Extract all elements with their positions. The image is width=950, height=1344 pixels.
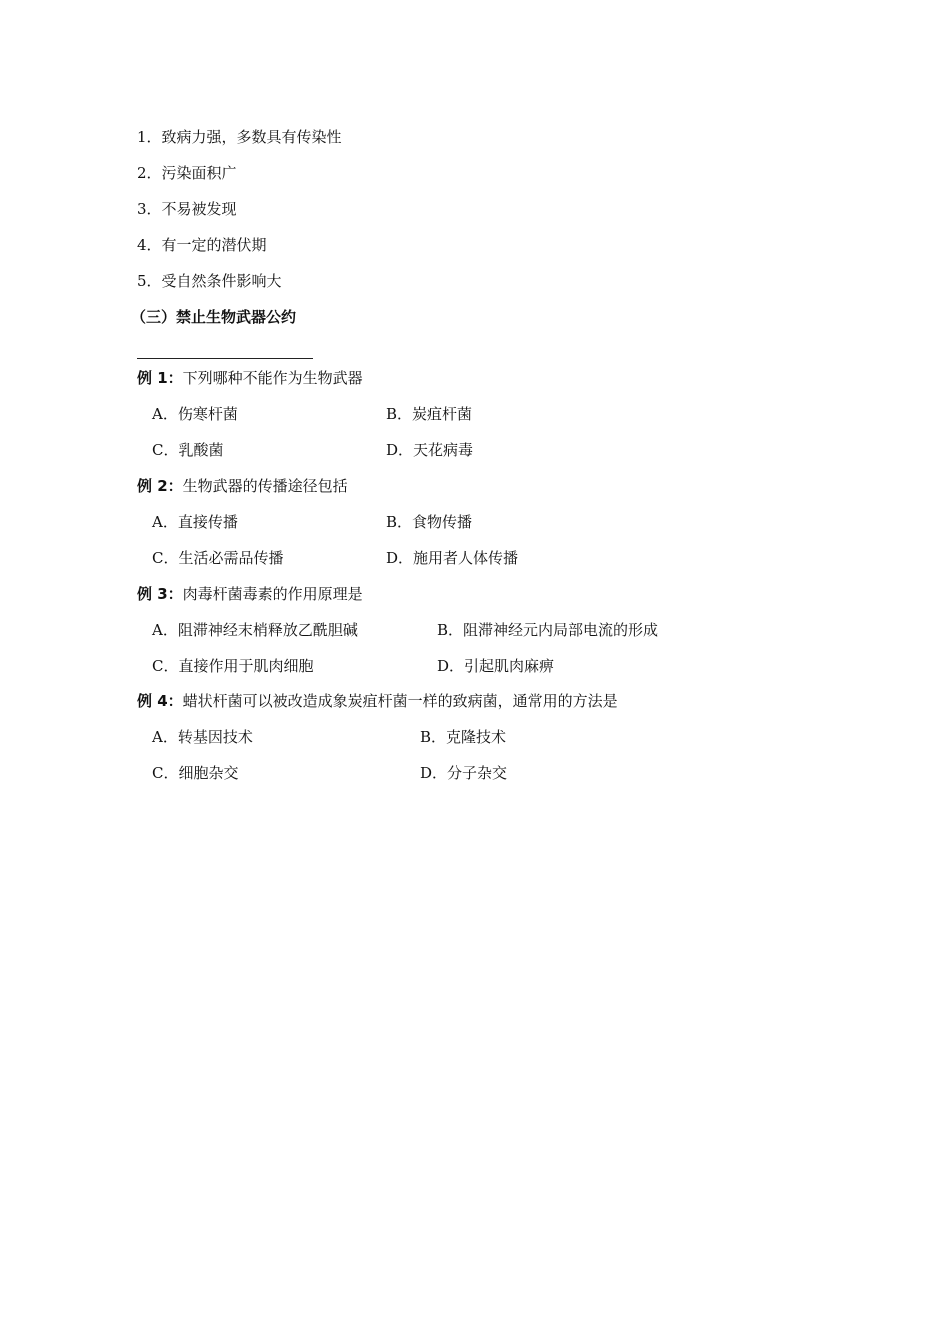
list-item: 2．污染面积广: [137, 164, 237, 182]
option-b: B．食物传播: [386, 513, 473, 531]
example-label: 例 3：: [137, 585, 183, 603]
option-c: C．直接作用于肌肉细胞: [152, 657, 314, 675]
option-b: B．炭疽杆菌: [386, 405, 473, 423]
fill-in-blank-rule: [137, 358, 313, 359]
option-c: C．乳酸菌: [152, 441, 224, 459]
option-b: B．阻滞神经元内局部电流的形成: [437, 621, 659, 639]
option-b: B．克隆技术: [420, 728, 507, 746]
list-item: 3．不易被发现: [137, 200, 237, 218]
option-a: A．转基因技术: [152, 728, 253, 746]
example-label: 例 1：: [137, 369, 183, 387]
question-text: 蜡状杆菌可以被改造成象炭疽杆菌一样的致病菌，通常用的方法是: [182, 692, 618, 710]
option-c: C．生活必需品传播: [152, 549, 284, 567]
option-d: D．引起肌肉麻痹: [437, 657, 555, 675]
option-c: C．细胞杂交: [152, 764, 239, 782]
option-a: A．阻滞神经末梢释放乙酰胆碱: [152, 621, 358, 639]
question-text: 肉毒杆菌毒素的作用原理是: [182, 585, 363, 603]
list-item: 1．致病力强，多数具有传染性: [137, 128, 342, 146]
example-question: [137, 476, 348, 496]
question-text: 下列哪种不能作为生物武器: [182, 369, 363, 387]
example-question: [137, 584, 363, 604]
option-a: A．直接传播: [152, 513, 238, 531]
question-text: 生物武器的传播途径包括: [182, 477, 348, 495]
example-question: [137, 368, 363, 388]
example-label: 例 4：: [137, 692, 183, 710]
option-d: D．施用者人体传播: [386, 549, 519, 567]
list-item: 4．有一定的潜伏期: [137, 236, 267, 254]
option-a: A．伤寒杆菌: [152, 405, 238, 423]
example-question: [137, 691, 618, 711]
list-item: 5．受自然条件影响大: [137, 272, 282, 290]
option-d: D．分子杂交: [420, 764, 508, 782]
option-d: D．天花病毒: [386, 441, 474, 459]
section-heading: （三）禁止生物武器公约: [131, 308, 297, 326]
example-label: 例 2：: [137, 477, 183, 495]
